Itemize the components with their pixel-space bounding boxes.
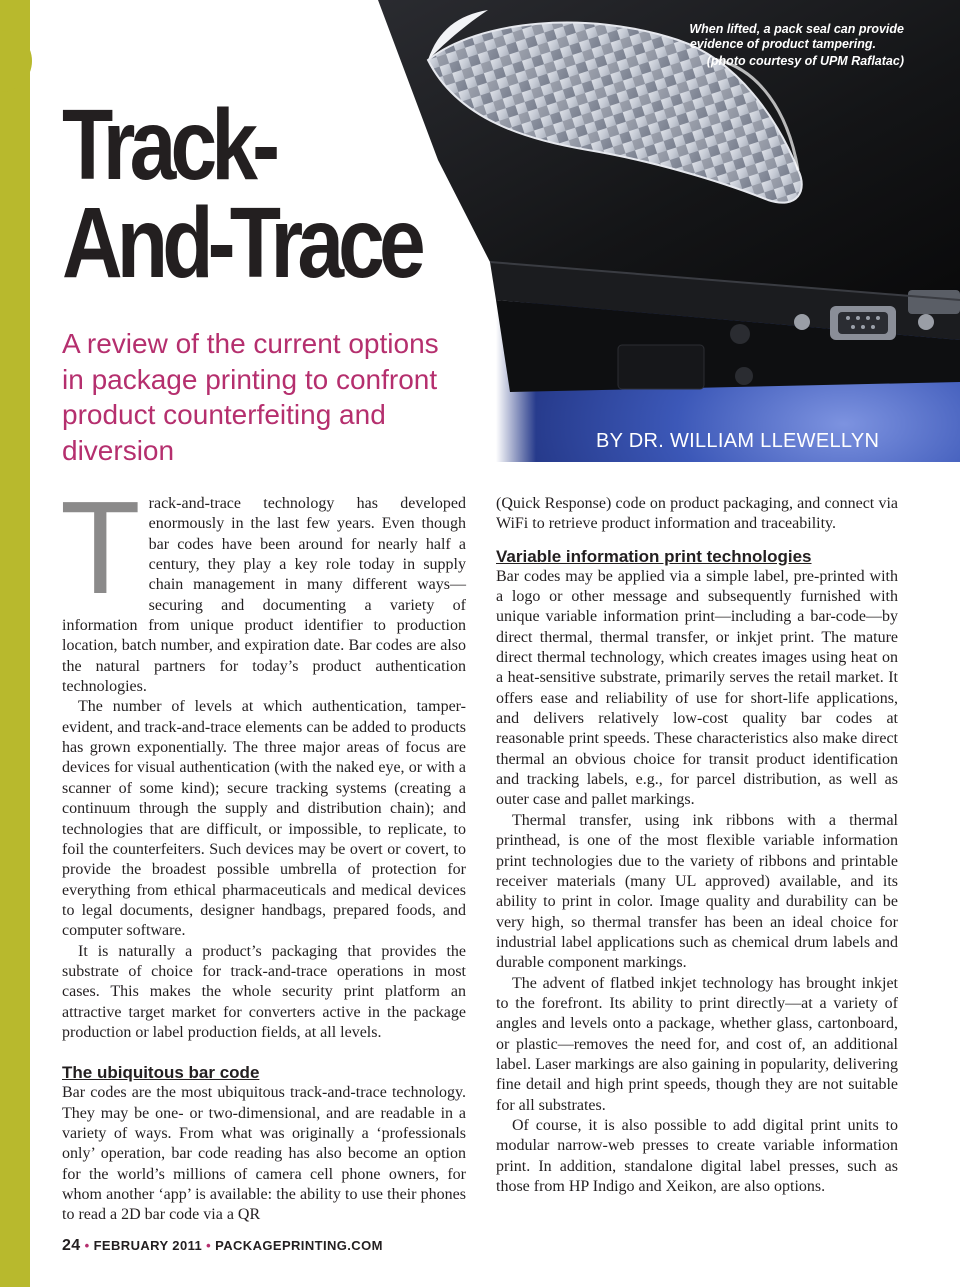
body-paragraph: It is naturally a product’s packaging that provides the substrate of choice for track-and-trace operations in most cases. This makes the whole security print platform an attractive target market for converters active in the package production or label production fields, at all levels.: [62, 942, 466, 1041]
body-paragraph: Bar codes may be applied via a simple label, pre-printed with a logo or other message and subsequently furnished with unique variable information print—including a bar-code—by direct thermal, thermal transfer, or inkjet print. The mature direct thermal technology, which creates images using heat on a heat-sensitive substrate, primarily serves the retail market. It offers ease and reliability of use for short-life applications, and delivers relatively low-cost quality bar codes at reasonable print speeds. These characteristics also make direct thermal an obvious choice for transit product identification and tracking labels, e.g., for parcel distribution, as well as outer case and pallet markings.: [496, 567, 898, 809]
body-paragraph: Bar codes are the most ubiquitous track-and-trace technology. They may be one- or two-dimensional, and are readable in a variety of ways. From what was originally a ‘professionals only’ operation, bar code reading has also become an option for the world’s millions of camera cell phone owners, for whom another ‘app’ is available: the ability to use their phones to read a 2D bar code via a QR: [62, 1084, 466, 1224]
laptop-pack-seal-illustration: [378, 0, 960, 462]
body-paragraph: (Quick Response) code on product packaging, and connect via WiFi to retrieve product information and traceability.: [496, 495, 898, 533]
footer-site: PACKAGEPRINTING.COM: [215, 1238, 383, 1253]
photo-caption: [689, 22, 904, 69]
article-title-line2: And-Trace: [62, 187, 420, 299]
body-paragraph: The advent of flatbed inkjet technology has brought inkjet to the forefront. Its ability to print directly—at a variety of angles and levels onto a package, whether glass, cartonboard, or plastic—removes the need for, and cost of, an additional label. Laser markings are also gaining in popularity, delivering fine detail and high print speeds, though they are not suitable for all substrates.: [496, 974, 898, 1114]
body-paragraph: The number of levels at which authentication, tamper-evident, and track-and-trace elements can be added to products has grown exponentially. The three major areas of focus are devices for visual authentication (with the naked eye, or with a scanner of some kind); secure tracking systems (creating a continuum through the supply and distribution chain); and technologies that are difficult, or impossible, to replicate, to foil the counterfeiters. Such devices may be overt or covert, to provide the broadest possible umbrella of protection for everything from ethical pharmaceuticals and medical devices to legal documents, designer handbags, prepared foods, and computer software.: [62, 698, 466, 940]
body-paragraph: Thermal transfer, using ink ribbons with a thermal printhead, is one of the most flexible variable information print technologies due to the variety of ribbons and printable receiver materials (many UL approved) available, and its ability to print in color. Image quality and durability can be very high, so thermal transfer has been an ideal choice for industrial label applications such as chemical drum labels and durable component markings.: [496, 811, 898, 972]
subhead-bar-code: The ubiquitous bar code: [62, 1063, 260, 1083]
page-footer: [62, 1237, 383, 1255]
byline: BY DR. WILLIAM LLEWELLYN: [596, 430, 880, 452]
article-title: [62, 89, 420, 299]
article-deck: A review of the current options in package printing to confront product counterfeiting and diversion: [62, 328, 439, 466]
photo-caption-line2: evidence of product tampering.: [689, 37, 876, 51]
article-photo: [378, 0, 960, 462]
page-number: 24: [62, 1237, 81, 1254]
sidebar-color-bar: [0, 0, 30, 1287]
photo-caption-line1: When lifted, a pack seal can provide: [689, 22, 904, 36]
column-right: [496, 494, 898, 1197]
subhead-variable-print: Variable information print technologies: [496, 546, 812, 566]
footer-issue: FEBRUARY 2011: [93, 1238, 203, 1253]
article-title-line1: Track-: [62, 89, 275, 201]
footer-bullet: •: [206, 1238, 212, 1253]
photo-credit: (photo courtesy of UPM Raflatac): [706, 54, 904, 68]
intro-paragraph: [60, 474, 466, 697]
column-left: [60, 474, 466, 1226]
body-paragraph: Of course, it is also possible to add digital print units to modular narrow-web presses to create variable information print. In addition, standalone digital label presses, such as those from HP Indigo and Xeikon, are also options.: [496, 1116, 898, 1195]
drop-cap: T: [60, 474, 141, 621]
intro-paragraph-text: rack-and-trace technology has developed enormously in the last few years. Even though bar codes have been around for nearly half a century, they play a key role today in supply chain management in many different ways—securing and documenting a variety of information from unique product identifier to production location, batch number, and expiration date. Bar codes are also the natural partners for today’s product authentication technologies.: [62, 495, 466, 696]
footer-bullet: •: [84, 1238, 90, 1253]
